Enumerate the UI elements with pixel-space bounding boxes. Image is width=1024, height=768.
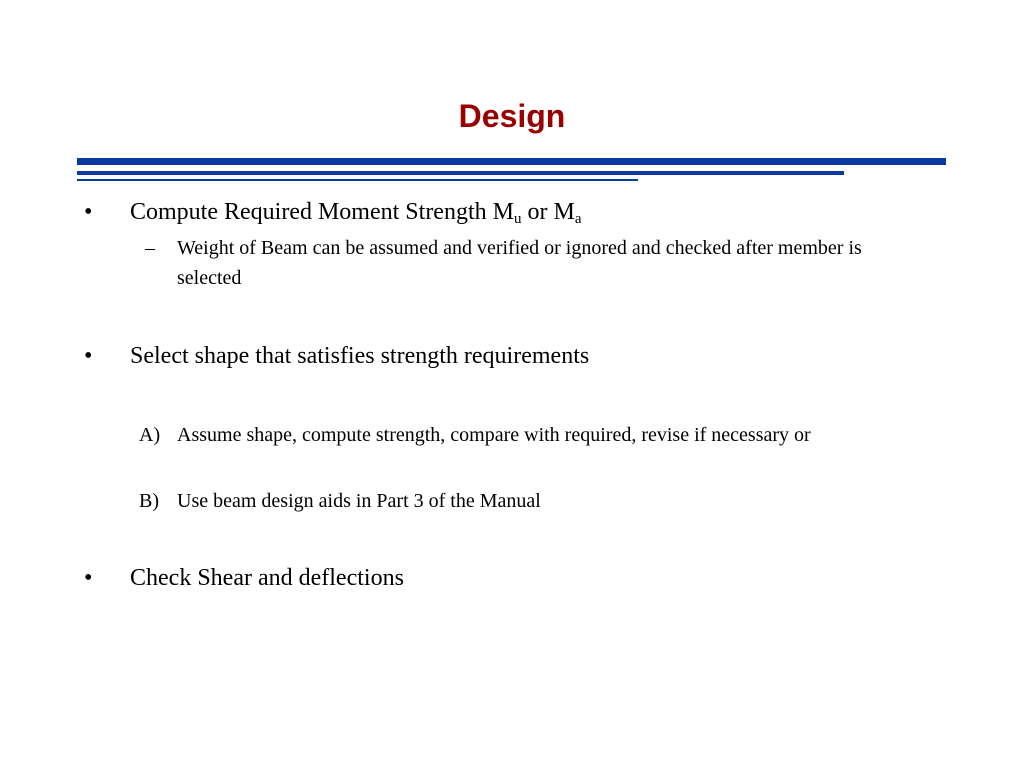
bullet-marker: • <box>84 565 93 591</box>
title-rule-medium <box>77 171 844 175</box>
bullet-marker: • <box>84 199 93 225</box>
option-design-aids: Use beam design aids in Part 3 of the Manual <box>177 490 541 512</box>
slide-title: Design <box>458 98 566 134</box>
sub-bullet-weight-of-beam: Weight of Beam can be assumed and verified or ignored and checked after member is selected <box>177 237 862 289</box>
subscript-a: a <box>574 211 582 227</box>
bullet-select-shape: Select shape that satisfies strength requirements <box>130 343 590 369</box>
option-marker-a: A) <box>139 424 161 446</box>
bullet-compute-moment <box>130 198 581 226</box>
bullet-marker: • <box>84 343 93 369</box>
bullet-check-shear: Check Shear and deflections <box>130 565 404 591</box>
bullet-text-prefix: Compute Required Moment Strength M <box>130 199 514 225</box>
title-rule-thick <box>77 158 946 165</box>
option-marker-b: B) <box>139 490 159 512</box>
bullet-text-middle: or M <box>521 199 575 225</box>
sub-bullet-marker: – <box>145 237 155 259</box>
subscript-u: u <box>513 211 522 227</box>
title-rule-thin <box>77 179 638 181</box>
option-assume-shape: Assume shape, compute strength, compare with required, revise if necessary or <box>177 424 811 446</box>
